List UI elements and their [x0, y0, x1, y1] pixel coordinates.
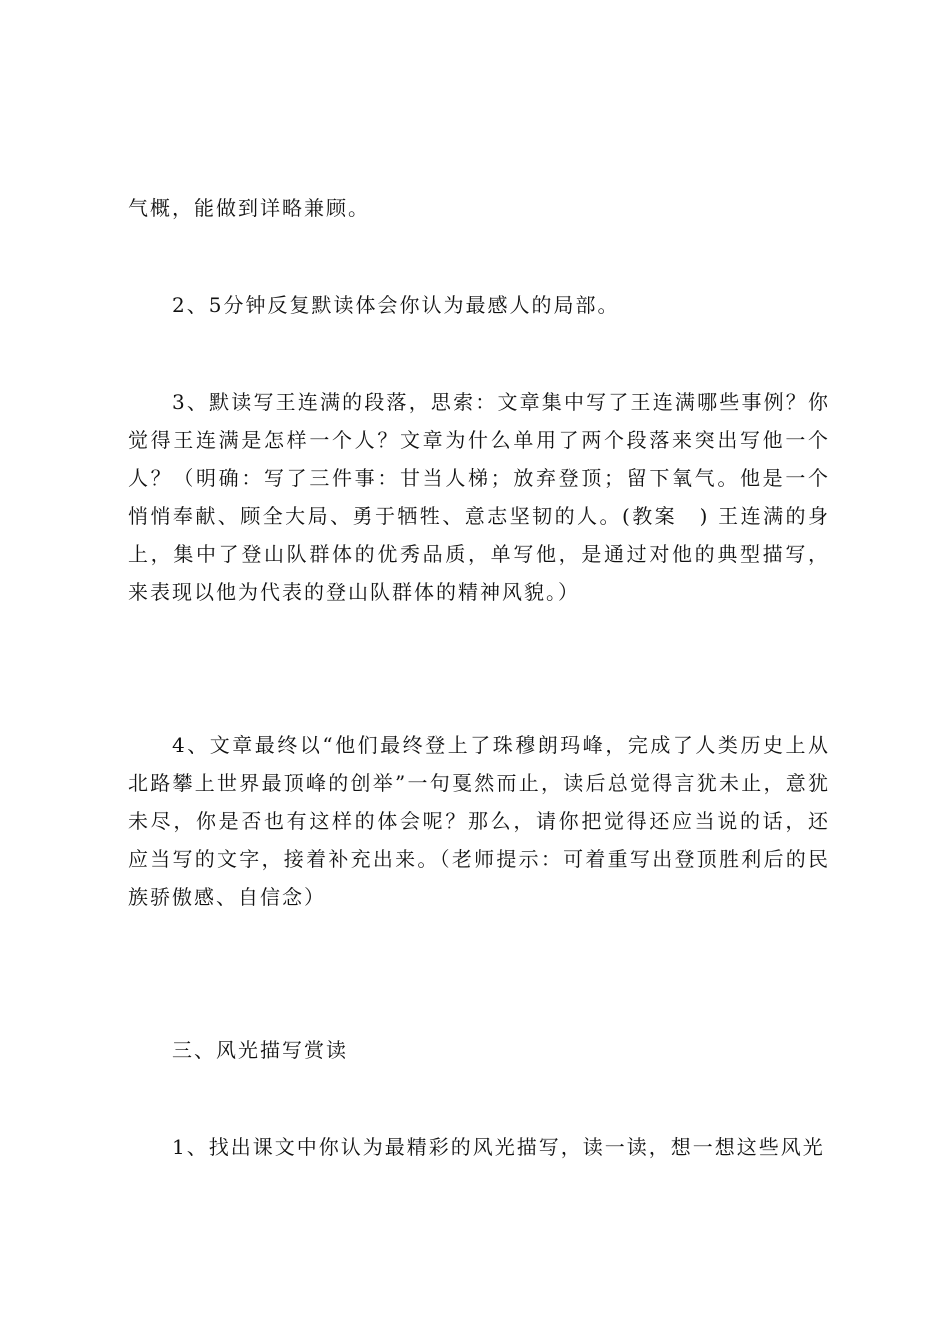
section-heading-scenery: 三、风光描写赏读 [172, 1038, 348, 1062]
paragraph-item-2: 2、5分钟反复默读体会你认为最感人的局部。 [172, 293, 620, 317]
paragraph-item-3: 3、默读写王连满的段落，思索：文章集中写了王连满哪些事例？你觉得王连满是怎样一个人？文章为什么单用了两个段落来突出写他一个人？（明确：写了三件事：甘当人梯；放弃登顶；留下氧气。他是一个悄悄奉献、顾全大局、勇于牺牲、意志坚韧的人。(教案 ) 王连满的身上，集中了登山队群体的优秀品质，单写他，是通过对他的典型描写，来表现以他为代表的登山队群体的精神风貌。） [128, 390, 830, 604]
paragraph-continuation: 气概，能做到详略兼顾。 [128, 196, 370, 220]
paragraph-item-4: 4、文章最终以“他们最终登上了珠穆朗玛峰，完成了人类历史上从北路攀上世界最顶峰的创举”一句戛然而止，读后总觉得言犹未止，意犹未尽，你是否也有这样的体会呢？那么，请你把觉得还应当说的话，还应当写的文字，接着补充出来。（老师提示：可着重写出登顶胜利后的民族骄傲感、自信念） [128, 733, 830, 909]
paragraph-scenery-1: 1、找出课文中你认为最精彩的风光描写，读一读，想一想这些风光 [172, 1135, 825, 1159]
